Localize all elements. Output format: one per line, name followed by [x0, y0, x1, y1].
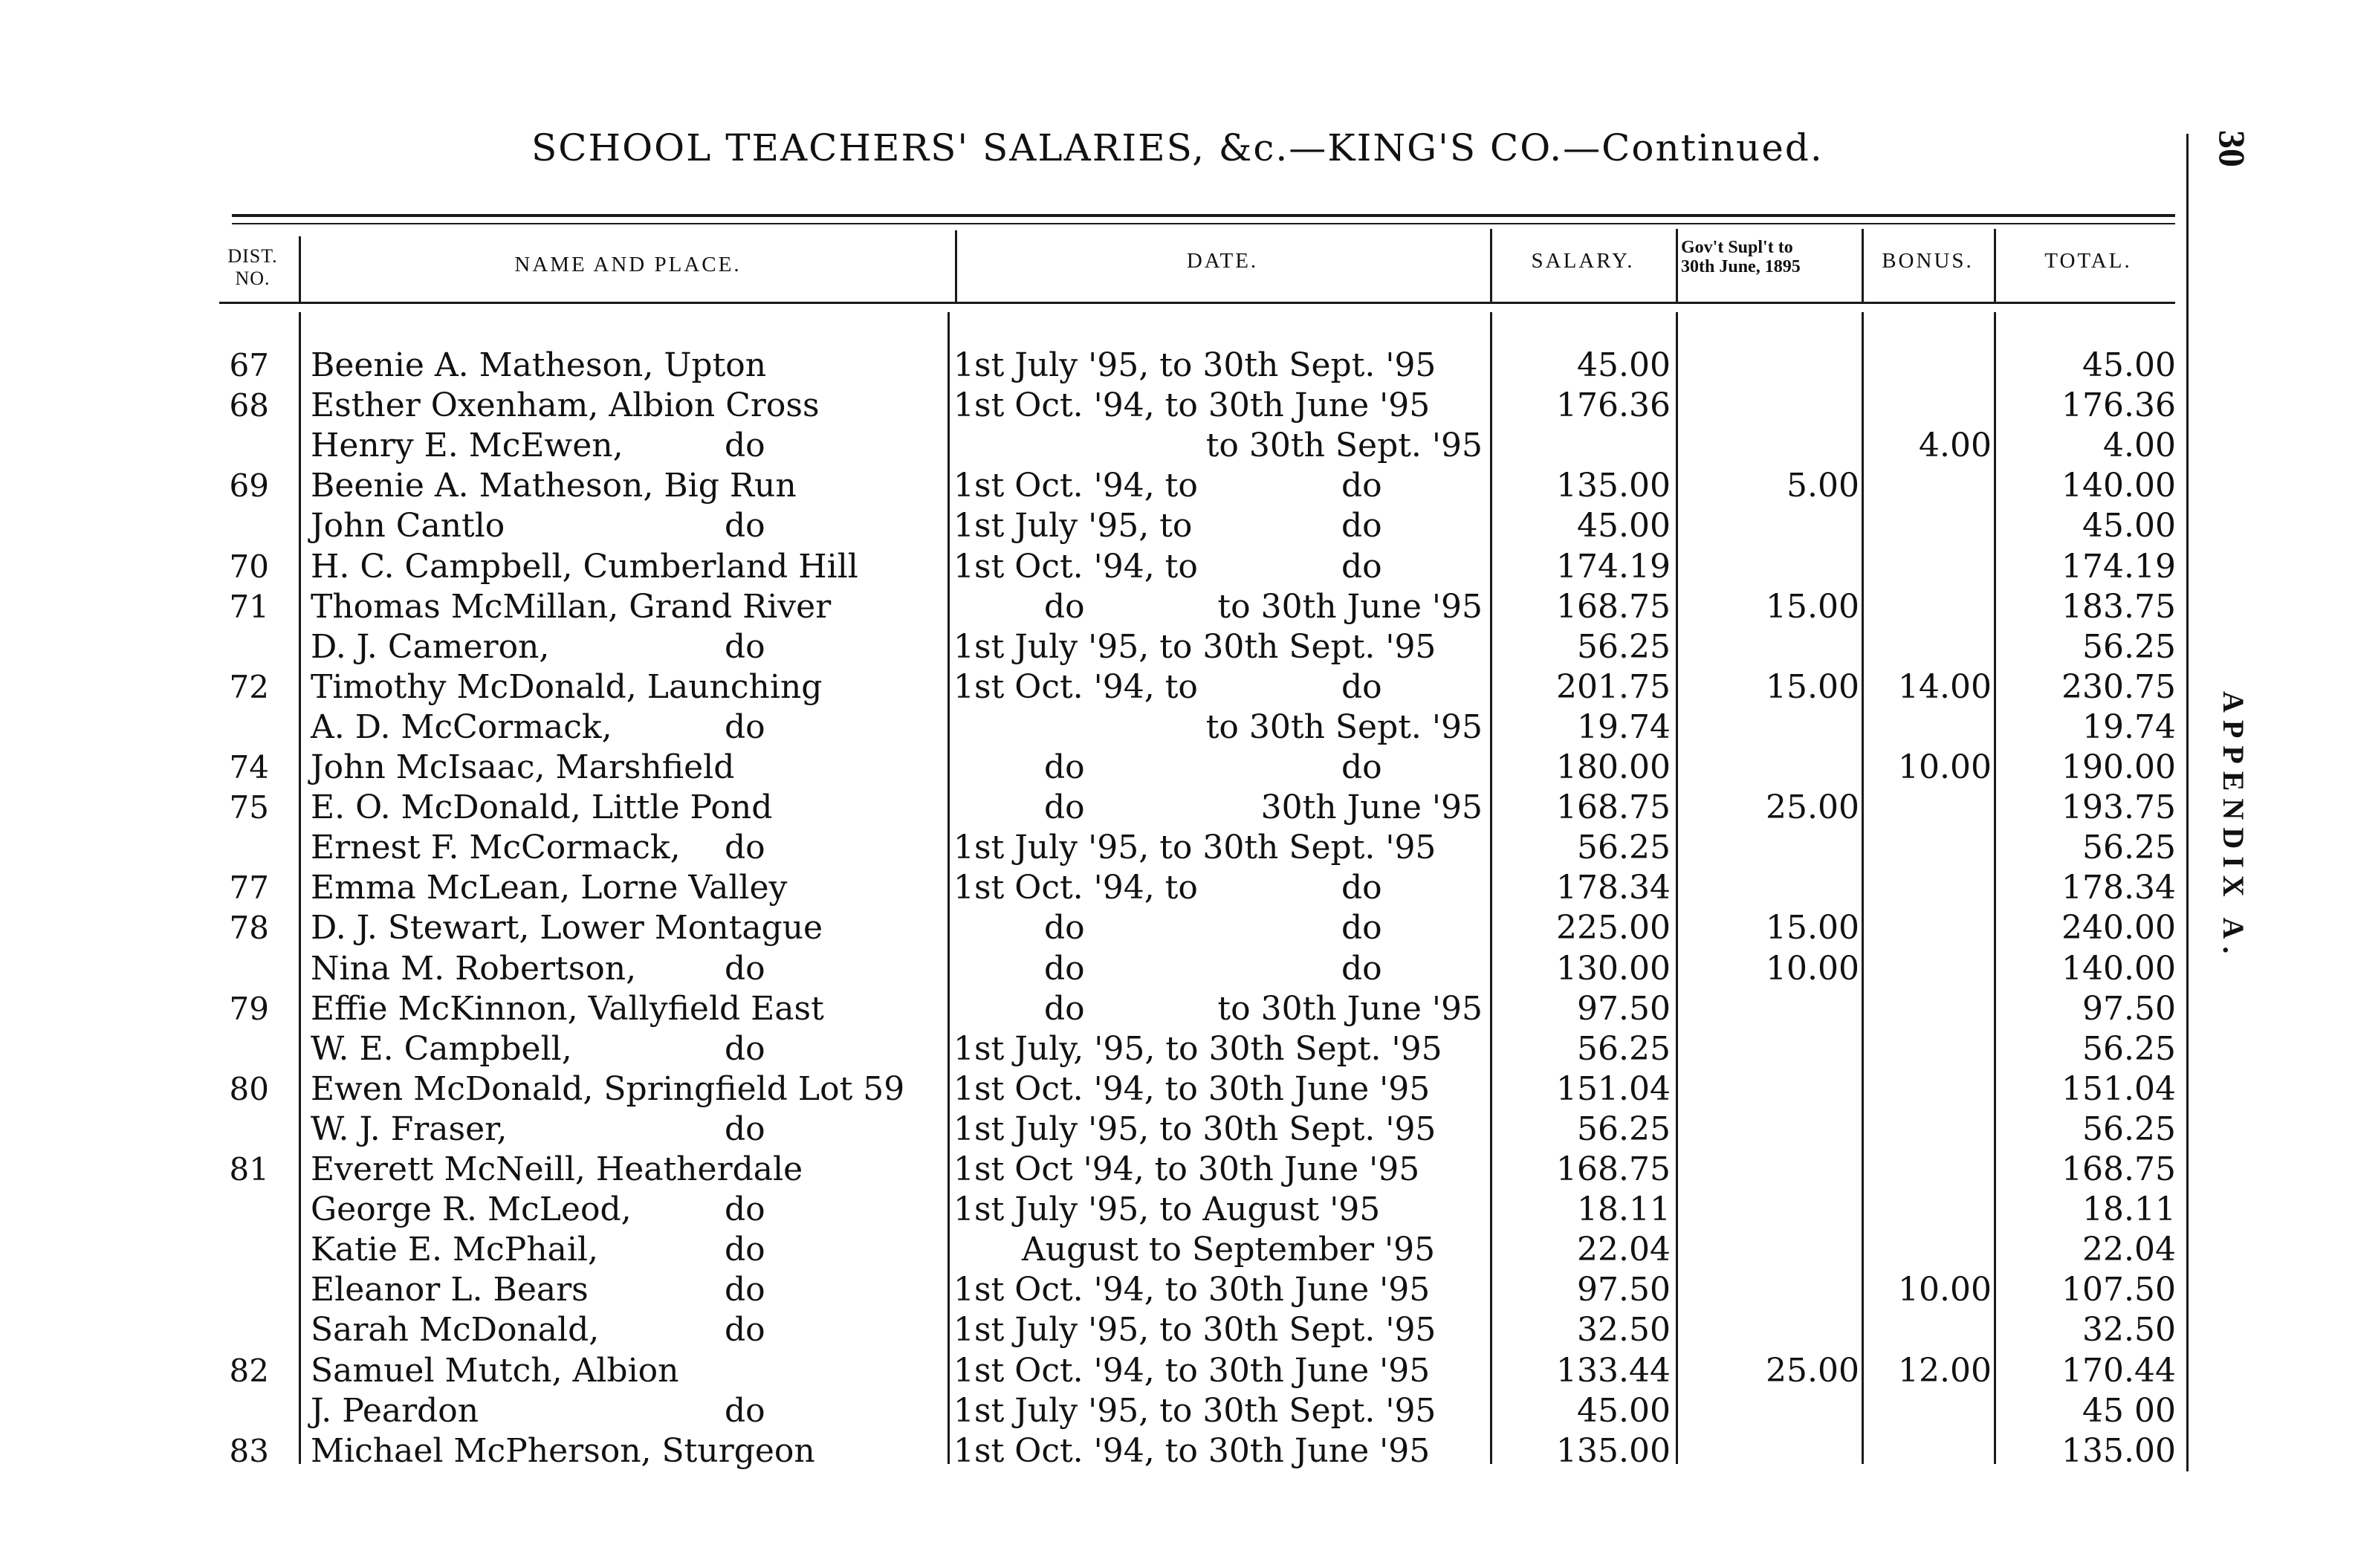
total-cell: 22.04 — [2082, 1231, 2176, 1269]
name-ditto-mark: do — [725, 1271, 765, 1309]
date-ditto-mark: do — [1044, 788, 1085, 826]
total-cell: 140.00 — [2061, 950, 2176, 988]
gov-supplement-cell: 15.00 — [1766, 668, 1859, 706]
name-place-cell: George R. McLeod, — [311, 1190, 632, 1228]
bonus-cell — [1865, 1029, 1992, 1069]
bonus-cell — [1865, 1109, 1992, 1150]
name-place-cell: Nina M. Robertson, — [311, 950, 637, 988]
bonus-cell: 4.00 — [1919, 427, 1992, 464]
gov-supplement-cell — [1681, 1391, 1859, 1431]
dist-no-cell: 72 — [229, 669, 269, 705]
date-ditto-mark: do — [1341, 668, 1382, 706]
column-header-bonus: BONUS. — [1882, 249, 1974, 273]
column-header-total: TOTAL. — [2044, 249, 2132, 273]
total-cell: 168.75 — [2061, 1150, 2176, 1188]
name-place-cell: A. D. McCormack, — [311, 708, 612, 746]
gov-supplement-cell — [1681, 627, 1859, 667]
salary-cell: 22.04 — [1577, 1231, 1671, 1269]
bonus-cell — [1865, 346, 1992, 386]
total-cell: 97.50 — [2082, 990, 2176, 1028]
total-cell: 240.00 — [2061, 909, 2176, 947]
total-cell: 4.00 — [2103, 427, 2176, 464]
page-number: 30 — [2212, 130, 2253, 167]
page-title: SCHOOL TEACHERS' SALARIES, &c.—KING'S CO.—Continued. — [531, 126, 1824, 169]
total-cell: 45.00 — [2082, 346, 2176, 384]
column-header-name-place: NAME AND PLACE. — [514, 253, 742, 276]
gov-supplement-cell — [1681, 1150, 1859, 1190]
total-cell: 56.25 — [2082, 628, 2176, 666]
dist-no-cell — [201, 1029, 269, 1069]
date-ditto-mark: do — [1341, 869, 1382, 907]
name-ditto-mark: do — [725, 1231, 765, 1269]
bonus-cell — [1865, 908, 1992, 948]
total-cell: 107.50 — [2061, 1271, 2176, 1309]
gov-supplement-cell: 25.00 — [1766, 1352, 1859, 1390]
salary-cell: 56.25 — [1577, 1030, 1671, 1068]
column-header-gov-suppl: Gov't Supl't to 30th June, 1895 — [1681, 238, 1801, 276]
name-place-cell: Beenie A. Matheson, Upton — [311, 346, 767, 384]
bonus-cell — [1865, 466, 1992, 506]
column-rule — [1994, 312, 1996, 1464]
total-cell: 151.04 — [2061, 1070, 2176, 1108]
salary-cell: 168.75 — [1556, 588, 1671, 626]
date-ditto-mark: do — [1044, 950, 1085, 988]
dist-no-cell — [201, 1190, 269, 1230]
salary-cell: 201.75 — [1556, 668, 1671, 706]
column-rule — [955, 230, 957, 302]
date-cell: 1st July '95, to 30th Sept. '95 — [953, 1311, 1436, 1349]
total-cell: 183.75 — [2061, 588, 2176, 626]
salary-cell: 19.74 — [1577, 708, 1671, 746]
name-ditto-mark: do — [725, 507, 765, 545]
salary-cell: 176.36 — [1556, 386, 1671, 424]
salary-cell: 97.50 — [1577, 1271, 1671, 1309]
name-ditto-mark: do — [725, 1110, 765, 1148]
name-place-cell: W. J. Fraser, — [311, 1110, 508, 1148]
date-cell: 1st July '95, to August '95 — [953, 1190, 1381, 1228]
gov-supplement-cell — [1681, 346, 1859, 386]
gov-supplement-cell — [1681, 1270, 1859, 1310]
dist-no-cell: 67 — [229, 347, 269, 383]
salary-cell: 32.50 — [1577, 1311, 1671, 1349]
name-place-cell: Michael McPherson, Sturgeon — [311, 1432, 815, 1470]
name-ditto-mark: do — [725, 950, 765, 988]
dist-no-cell — [201, 627, 269, 667]
bonus-cell: 12.00 — [1898, 1352, 1992, 1390]
total-cell: 230.75 — [2061, 668, 2176, 706]
header-top-rule — [232, 214, 2175, 217]
date-cell: 1st July '95, to 30th Sept. '95 — [953, 1110, 1436, 1148]
column-rule — [1676, 229, 1678, 302]
salary-cell: 180.00 — [1556, 748, 1671, 786]
date-cell: 1st Oct. '94, to — [953, 668, 1198, 706]
salary-cell: 174.19 — [1556, 548, 1671, 586]
date-cell: to 30th Sept. '95 — [1205, 427, 1483, 464]
salary-cell — [1494, 426, 1671, 466]
bonus-cell — [1865, 627, 1992, 667]
total-cell: 140.00 — [2061, 467, 2176, 505]
name-place-cell: Sarah McDonald, — [311, 1311, 600, 1349]
date-ditto-mark: do — [1044, 909, 1085, 947]
gov-supplement-cell — [1681, 426, 1859, 466]
name-place-cell: Ewen McDonald, Springfield Lot 59 — [311, 1070, 905, 1108]
dist-no-cell: 79 — [229, 991, 269, 1027]
date-ditto-mark: do — [1341, 748, 1382, 786]
date-cell: 1st July '95, to — [953, 507, 1193, 545]
gov-supplement-cell: 25.00 — [1766, 788, 1859, 826]
header-top-rule-thin — [232, 223, 2175, 224]
dist-no-cell: 68 — [229, 387, 269, 424]
column-header-date: DATE. — [1186, 249, 1259, 273]
salary-cell: 130.00 — [1556, 950, 1671, 988]
name-ditto-mark: do — [725, 427, 765, 464]
bonus-cell — [1865, 1310, 1992, 1350]
date-cell: 30th June '95 — [1260, 788, 1483, 826]
column-rule — [947, 312, 950, 1464]
bonus-cell — [1865, 1391, 1992, 1431]
date-cell: 1st Oct. '94, to 30th June '95 — [953, 1432, 1431, 1470]
total-cell: 32.50 — [2082, 1311, 2176, 1349]
column-rule — [1862, 312, 1864, 1464]
bonus-cell — [1865, 506, 1992, 546]
dist-no-cell: 78 — [229, 910, 269, 946]
name-place-cell: Timothy McDonald, Launching — [311, 668, 823, 706]
column-rule — [299, 312, 301, 1464]
dist-no-cell — [201, 1109, 269, 1150]
dist-no-cell: 80 — [229, 1071, 269, 1107]
date-ditto-mark: do — [1341, 548, 1382, 586]
dist-no-cell: 69 — [229, 467, 269, 504]
gov-supplement-cell — [1681, 506, 1859, 546]
bonus-cell: 10.00 — [1898, 748, 1992, 786]
salary-cell: 45.00 — [1577, 346, 1671, 384]
name-place-cell: E. O. McDonald, Little Pond — [311, 788, 773, 826]
name-place-cell: Everett McNeill, Heatherdale — [311, 1150, 803, 1188]
gov-supplement-cell — [1681, 547, 1859, 587]
name-ditto-mark: do — [725, 1311, 765, 1349]
date-cell: 1st July '95, to 30th Sept. '95 — [953, 346, 1436, 384]
dist-no-cell — [201, 707, 269, 748]
bonus-cell — [1865, 989, 1992, 1029]
dist-no-cell — [201, 1230, 269, 1270]
column-rule — [1862, 229, 1864, 302]
bonus-cell — [1865, 868, 1992, 908]
gov-supplement-cell — [1681, 1029, 1859, 1069]
total-cell: 135.00 — [2061, 1432, 2176, 1470]
name-place-cell: D. J. Cameron, — [311, 628, 550, 666]
dist-no-cell — [201, 828, 269, 868]
name-place-cell: W. E. Campbell, — [311, 1030, 572, 1068]
name-place-cell: Eleanor L. Bears — [311, 1271, 589, 1309]
date-cell: to 30th Sept. '95 — [1205, 708, 1483, 746]
name-place-cell: H. C. Campbell, Cumberland Hill — [311, 548, 858, 586]
bonus-cell: 14.00 — [1898, 668, 1992, 706]
gov-supplement-cell — [1681, 386, 1859, 426]
gov-supplement-cell — [1681, 1190, 1859, 1230]
gov-supplement-cell: 10.00 — [1766, 950, 1859, 988]
salary-cell: 97.50 — [1577, 990, 1671, 1028]
total-cell: 18.11 — [2082, 1190, 2176, 1228]
column-rule — [1676, 312, 1678, 1464]
name-place-cell: D. J. Stewart, Lower Montague — [311, 909, 823, 947]
date-cell: 1st Oct. '94, to 30th June '95 — [953, 1352, 1431, 1390]
name-place-cell: Henry E. McEwen, — [311, 427, 623, 464]
column-header-dist-no: DIST. NO. — [227, 245, 278, 289]
bonus-cell — [1865, 828, 1992, 868]
name-ditto-mark: do — [725, 708, 765, 746]
name-ditto-mark: do — [725, 1190, 765, 1228]
dist-no-cell: 70 — [229, 548, 269, 585]
dist-no-cell: 83 — [229, 1433, 269, 1469]
name-place-cell: John Cantlo — [311, 507, 505, 545]
bonus-cell — [1865, 587, 1992, 627]
bonus-cell — [1865, 1150, 1992, 1190]
gov-supplement-cell — [1681, 748, 1859, 788]
salary-cell: 56.25 — [1577, 829, 1671, 866]
date-ditto-mark: do — [1044, 748, 1085, 786]
date-cell: 1st July '95, to 30th Sept. '95 — [953, 1392, 1436, 1430]
name-place-cell: Esther Oxenham, Albion Cross — [311, 386, 820, 424]
name-place-cell: Katie E. McPhail, — [311, 1231, 598, 1269]
total-cell: 178.34 — [2061, 869, 2176, 907]
dist-no-cell — [201, 1391, 269, 1431]
total-cell: 56.25 — [2082, 829, 2176, 866]
dist-no-cell — [201, 506, 269, 546]
name-place-cell: Samuel Mutch, Albion — [311, 1352, 679, 1390]
dist-no-cell — [201, 1270, 269, 1310]
bonus-cell — [1865, 1069, 1992, 1109]
gov-supplement-cell — [1681, 1069, 1859, 1109]
salary-cell: 45.00 — [1577, 507, 1671, 545]
salary-cell: 135.00 — [1556, 1432, 1671, 1470]
date-ditto-mark: do — [1341, 507, 1382, 545]
dist-no-cell: 71 — [229, 589, 269, 625]
bonus-cell — [1865, 949, 1992, 989]
date-cell: 1st Oct. '94, to — [953, 467, 1198, 505]
date-ditto-mark: do — [1341, 467, 1382, 505]
gov-supplement-cell: 15.00 — [1766, 588, 1859, 626]
total-cell: 19.74 — [2082, 708, 2176, 746]
date-cell: 1st Oct '94, to 30th June '95 — [953, 1150, 1420, 1188]
salary-cell: 168.75 — [1556, 788, 1671, 826]
bonus-cell: 10.00 — [1898, 1271, 1992, 1309]
column-header-salary: SALARY. — [1531, 249, 1635, 273]
column-rule — [1994, 229, 1996, 302]
salary-cell: 178.34 — [1556, 869, 1671, 907]
salary-cell: 135.00 — [1556, 467, 1671, 505]
bonus-cell — [1865, 1190, 1992, 1230]
salary-cell: 151.04 — [1556, 1070, 1671, 1108]
total-cell: 56.25 — [2082, 1030, 2176, 1068]
name-ditto-mark: do — [725, 1030, 765, 1068]
gov-supplement-cell — [1681, 868, 1859, 908]
gov-supplement-cell — [1681, 989, 1859, 1029]
name-place-cell: Ernest F. McCormack, — [311, 829, 681, 866]
date-cell: to 30th June '95 — [1217, 990, 1483, 1028]
name-ditto-mark: do — [725, 1392, 765, 1430]
dist-no-cell: 77 — [229, 869, 269, 906]
date-cell: 1st July '95, to 30th Sept. '95 — [953, 628, 1436, 666]
date-cell: 1st July, '95, to 30th Sept. '95 — [953, 1030, 1442, 1068]
gov-supplement-cell — [1681, 1310, 1859, 1350]
total-cell: 176.36 — [2061, 386, 2176, 424]
date-cell: 1st Oct. '94, to — [953, 869, 1198, 907]
gov-supplement-cell — [1681, 1431, 1859, 1471]
name-ditto-mark: do — [725, 628, 765, 666]
dist-no-cell: 74 — [229, 749, 269, 785]
name-ditto-mark: do — [725, 829, 765, 866]
total-cell: 193.75 — [2061, 788, 2176, 826]
date-ditto-mark: do — [1341, 909, 1382, 947]
gov-supplement-cell — [1681, 828, 1859, 868]
date-ditto-mark: do — [1044, 990, 1085, 1028]
gov-supplement-cell — [1681, 1230, 1859, 1270]
bonus-cell — [1865, 788, 1992, 828]
column-rule — [299, 236, 301, 302]
date-cell: 1st Oct. '94, to 30th June '95 — [953, 1271, 1431, 1309]
dist-no-cell: 82 — [229, 1352, 269, 1389]
date-cell: 1st Oct. '94, to 30th June '95 — [953, 1070, 1431, 1108]
dist-no-cell — [201, 1310, 269, 1350]
total-cell: 56.25 — [2082, 1110, 2176, 1148]
column-rule — [1490, 229, 1492, 302]
salary-cell: 18.11 — [1577, 1190, 1671, 1228]
salary-cell: 133.44 — [1556, 1352, 1671, 1390]
date-cell: 1st Oct. '94, to 30th June '95 — [953, 386, 1431, 424]
gov-supplement-cell: 5.00 — [1787, 467, 1859, 505]
date-ditto-mark: do — [1341, 950, 1382, 988]
date-cell: 1st July '95, to 30th Sept. '95 — [953, 829, 1436, 866]
bonus-cell — [1865, 547, 1992, 587]
gov-supplement-cell — [1681, 707, 1859, 748]
salary-cell: 168.75 — [1556, 1150, 1671, 1188]
total-cell: 190.00 — [2061, 748, 2176, 786]
salary-cell: 45.00 — [1577, 1392, 1671, 1430]
dist-no-cell: 75 — [229, 789, 269, 826]
name-place-cell: J. Peardon — [311, 1392, 479, 1430]
date-ditto-mark: do — [1044, 588, 1085, 626]
date-cell: 1st Oct. '94, to — [953, 548, 1198, 586]
name-place-cell: Effie McKinnon, Vallyfield East — [311, 990, 824, 1028]
header-bottom-rule — [219, 302, 2175, 304]
name-place-cell: Emma McLean, Lorne Valley — [311, 869, 788, 907]
name-place-cell: Beenie A. Matheson, Big Run — [311, 467, 797, 505]
bonus-cell — [1865, 1431, 1992, 1471]
name-place-cell: John McIsaac, Marshfield — [311, 748, 735, 786]
salary-cell: 56.25 — [1577, 1110, 1671, 1148]
date-cell: August to September '95 — [1022, 1231, 1436, 1269]
bonus-cell — [1865, 1230, 1992, 1270]
dist-no-cell — [201, 949, 269, 989]
total-cell: 174.19 — [2061, 548, 2176, 586]
gov-supplement-cell: 15.00 — [1766, 909, 1859, 947]
salary-cell: 56.25 — [1577, 628, 1671, 666]
gov-supplement-cell — [1681, 1109, 1859, 1150]
bonus-cell — [1865, 386, 1992, 426]
date-cell: to 30th June '95 — [1217, 588, 1483, 626]
total-cell: 170.44 — [2061, 1352, 2176, 1390]
appendix-side-label: APPENDIX A. — [2217, 691, 2250, 962]
dist-no-cell — [201, 426, 269, 466]
column-rule — [1490, 312, 1492, 1464]
salary-cell: 225.00 — [1556, 909, 1671, 947]
dist-no-cell: 81 — [229, 1151, 269, 1188]
bonus-cell — [1865, 707, 1992, 748]
total-cell: 45.00 — [2082, 507, 2176, 545]
total-cell: 45 00 — [2082, 1392, 2176, 1430]
name-place-cell: Thomas McMillan, Grand River — [311, 588, 832, 626]
right-margin-rule — [2186, 134, 2189, 1471]
